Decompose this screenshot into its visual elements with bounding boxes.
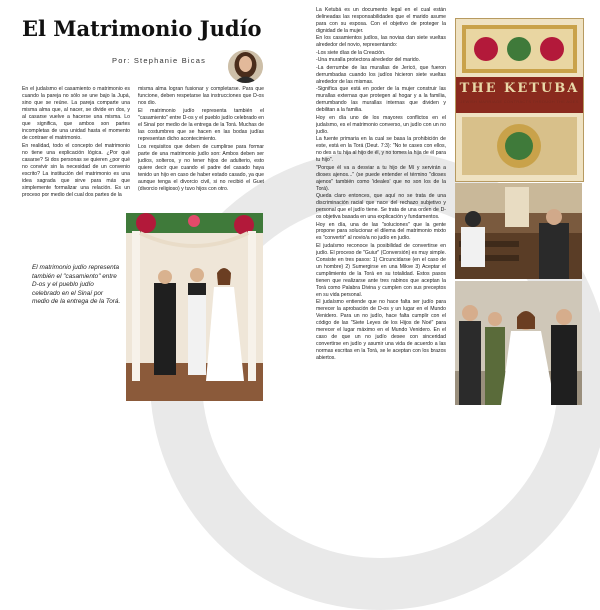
paragraph: -Los siete días de la Creación. bbox=[316, 49, 386, 56]
book-title: THE KETUBA bbox=[459, 81, 580, 96]
ketuba-book-cover bbox=[455, 18, 584, 182]
paragraph: En el judaísmo el casamiento o matrimonio es cuando la pareja no sólo se une bajo la Jupá, sino que se reúne. La pareja comparte una misma alma que, al nacer, se divide en dos, y al casarse vuelve a hacerse una misma. Lo que significa, que ambos son partes incompletas de una unidad hasta el momento de contraer el matrimonio. bbox=[22, 86, 130, 141]
paragraph: -Una muralla protectora alrededor del marido. bbox=[316, 57, 421, 64]
paragraph: En realidad, todo el concepto del matrimonio no tiene una explicación lógica. ¿Por qué casarse? Si dos personas se quieren ¿por qué no convivir sin la necesidad de un convenio escrito? La institución del matrimonio es una idea sagrada que sirve para más que simplemente formalizar una relación. Es un proceso por medio del cual dos partes de la bbox=[22, 143, 130, 198]
couple-photo bbox=[455, 281, 582, 405]
paragraph: Hoy en día, una de las "soluciones" que la gente propone para solucionar el dilema del matrimonio mixto es "convertir" al novio/a no judío en judío. bbox=[316, 221, 446, 242]
author-byline: Por: Stephanie Bicas bbox=[112, 56, 207, 65]
paragraph: -Significa que está en poder de la mujer construir las murallas externas que protegen al hogar y a la familia, derrumbando las murallas internas que dividen y debilitan a la familia. bbox=[316, 86, 446, 114]
author-photo bbox=[228, 50, 263, 83]
wedding-photo bbox=[126, 213, 263, 401]
paragraph: "Porque él va a desviar a tu hijo de Mí y servirán a dioses ajenos..." (se puede entender el término "dioses ajenos" también como 'ideales' que no son los de la Torá). bbox=[316, 164, 446, 192]
paragraph: El judaísmo reconoce la posibilidad de convertirse en judío. El proceso de "Guiur" (Conversión) es muy simple. Consiste en tres pasos: 1) Circuncidarse (en el caso de un hombre) 2) Sumergirse en una Mikve 3) Aceptar el cumplimiento de la Torá en su totalidad. Estos pasos tienen que realizarse ante tres rabinos que aceptan la Torá como Palabra Divina y cumplen con sus preceptos en su vida personal. bbox=[316, 242, 446, 298]
article-column-3 bbox=[316, 7, 446, 407]
photo-caption: El matrimonio judío representa también el "casamiento" entre D-os y el pueblo judío celebrado en el Sinaí por medio de la entrega de la Torá. bbox=[32, 264, 121, 306]
synagogue-photo bbox=[455, 183, 582, 279]
paragraph: En los casamientos judíos, las novias dan siete vueltas alrededor del novio, representando: bbox=[316, 35, 446, 49]
paragraph: Queda claro entonces, que aquí no se trata de una discriminación racial que nace del rechazo subjetivo y personal que el judío tiene. Se trata de una orden de D-os objetiva basada en una explicación y fundamentos. bbox=[316, 193, 446, 220]
article-column-1 bbox=[22, 86, 130, 213]
paragraph: El matrimonio judío representa también el "casamiento" entre D-os y el pueblo judío celebrado en el Sinaí por medio de la entrega de la Torá. Muchas de las costumbres que se hacen en las bodas judías representan dicho acontecimiento. bbox=[138, 108, 264, 143]
paragraph: -La derrumbe de las murallas de Jericó, que fueron derrumbadas cuando los judíos hicieron siete vueltas alrededor de las mismas. bbox=[316, 65, 446, 85]
paragraph: misma alma logran fusionar y completarse. Para que funcione, deben respetarse las instrucciones que D-os nos dio. bbox=[138, 86, 264, 106]
page-title: El Matrimonio Judío bbox=[22, 16, 262, 41]
paragraph: Hoy en día uno de los mayores conflictos en el judaísmo, es el matrimonio converso, un judío con un no judío. bbox=[316, 114, 446, 135]
book-subtitle: JEWISH MARRIAGE CONTRACTS THROUGH THE AGES bbox=[460, 99, 579, 104]
paragraph: La fuente primaria en la cual se basa la prohibición de este, está en la Torá (Deut. 7:3): "No te cases con ellos, no des a tu hija al hijo de él, y no tomes la hija de él para tu hijo". bbox=[316, 136, 446, 164]
paragraph: Los requisitos que deben de cumplirse para formar parte de una matrimonio judío son: Ambos deben ser judíos, solteros, y no tener hijos de adulterio, esto quiere decir que cuando el padre del casado haya tenido un hijo en caso de haber estado casado, ya que aunque tenga el divorcio civil, si no recibió el Guet (divorcio religioso) y tuvo hijos con otro. bbox=[138, 144, 264, 193]
paragraph: La Ketubá es un documento legal en el cual están delineadas las responsabilidades que el marido asume para con su esposa. Con el objetivo de proteger la dignidad de la mujer. bbox=[316, 7, 446, 34]
article-column-2 bbox=[138, 86, 264, 213]
paragraph: El judaísmo entiende que no hace falta ser judío para merecer la aprobación de D-os y un lugar en el Mundo Venidero. Para un no judío, hace falta cumplir con el código de las "Siete Leyes de los Hijos de Noé" para merecer el lugar máximo en el Mundo Venidero. En el caso de que un no judío desee con sinceridad convertirse en judío y asumir una vida de acuerdo a las normas escritas en la Torá, se le aceptan con los brazos abiertos. bbox=[316, 299, 446, 361]
